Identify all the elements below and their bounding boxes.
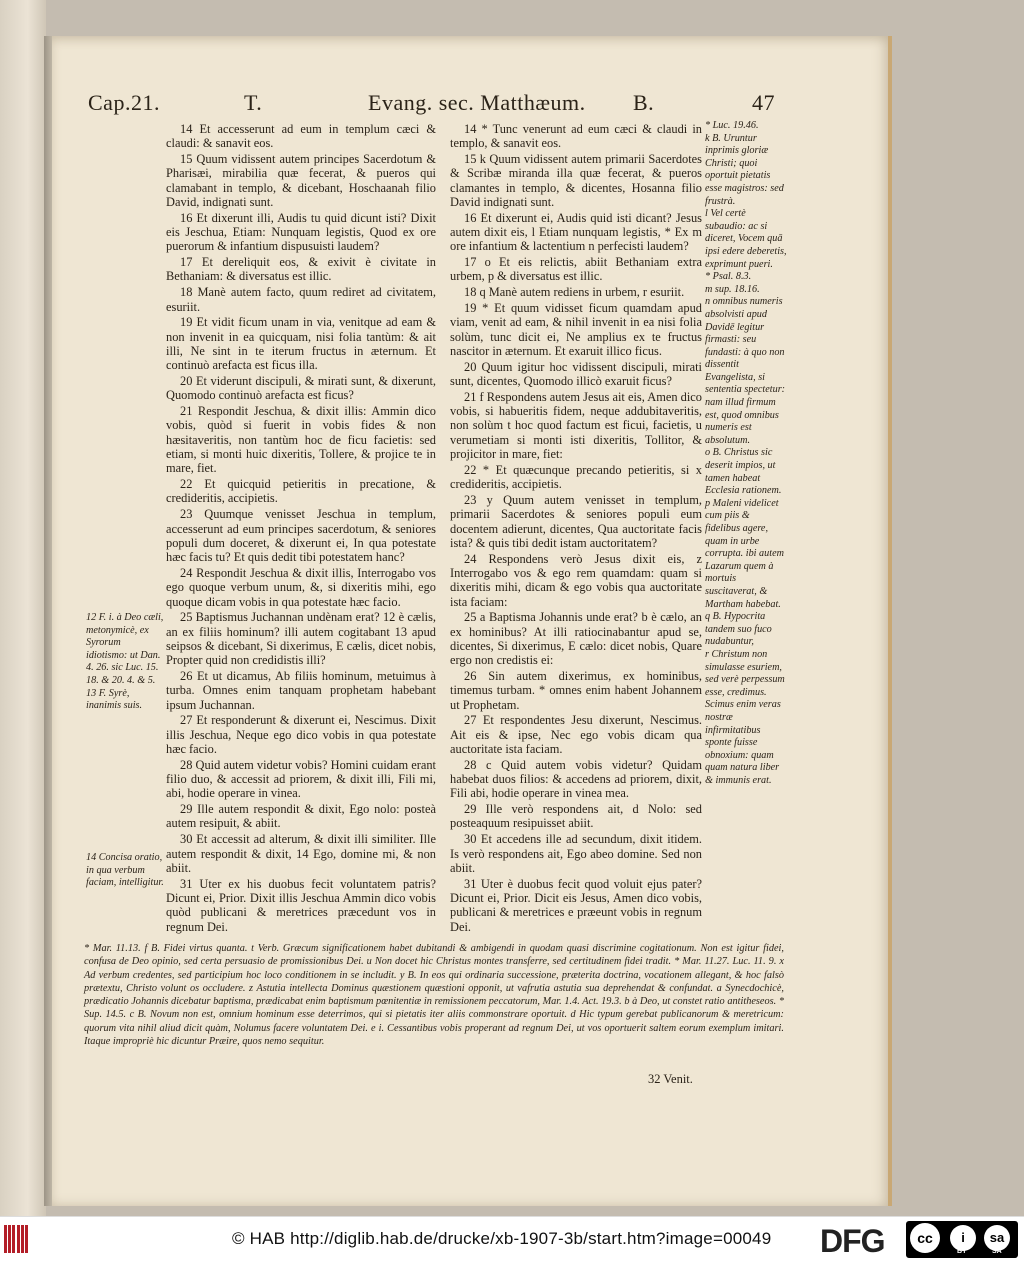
margin-note: p Maleni videlicet cum piis & fidelibus agere, quam in urbe corrupta. ibi autem Lazarum quem à mortuis suscitaverat, & Martham habebat. — [705, 497, 784, 610]
verse: 14 Et accesserunt ad eum in templum cæci & claudi: & sanavit eos. — [166, 122, 436, 151]
verse: 20 Et viderunt discipuli, & mirati sunt, & dixerunt, Quomodo continuò arefacta est ficus? — [166, 374, 436, 403]
by-label: BY — [957, 1248, 967, 1255]
margin-note: 12 F. i. à Deo cæli, metonymicè, ex Syrorum idiotismo: ut Dan. 4. 26. sic Luc. 15. 18. & 20. 4. & 5. — [86, 612, 164, 686]
verse: 29 Ille verò respondens ait, d Nolo: sed posteaquum resipuisset abiit. — [450, 802, 702, 831]
margin-note: q B. Hypocrita tandem suo fuco nudabuntur, — [705, 611, 772, 648]
verse: 15 k Quum vidissent autem primarii Sacerdotes & Scribæ miranda illa quæ fecerat, & pueros clamantes in templo, & dicentes, Hosanna filio David indignati sunt. — [450, 152, 702, 209]
footnotes: * Mar. 11.13. f B. Fidei virtus quanta. t Verb. Græcum significationem habet dubitandi & ambigendi in quodam quasi discrimine cogitationum. Non est igitur fidei, confusa de Deo opinio, sed certa persuasio de promissionibus Dei. u Non docet hic Christus montes transferre, sed certitudinem fidei tradit. * Mar. 11.27. Luc. 11. 9. x Ad verbum credentes, sed participium hoc loco conditionem in se includit. y B. In eos qui ordinaria successione, præterita doctrina, vocationem allegant, & hoc falsò prætextu, Christo volunt os occludere. z Astutia intellecta Dominus quæstionem quæstioni opponit, ut vafrutia astutia sua deprehendat & confundat. a Synecdochicè, prædicatio Johannis dicebatur baptisma, prædicabat enim baptismum pœnitentiæ in remissionem peccatorum, Mar. 1.4. Act. 19.3. b à Deo, ut constet ratio antitheseos. * Sup. 14.5. c B. Novum non est, omnium hominum esse deterrimos, qui si pietatis iter aliis commonstrare oportuit. d Hic typum gerebat publicanorum & meretricum: quorum vita nihil aliud dicit quàm, Nolumus facere voluntatem Dei. e i. Cessantibus vobis properant ad regnum Dei, ut vos oportuerit saltem eorum exemplum imitari. Itaque impropriè hic dicuntur Præire, quos nemo sequitur. — [84, 943, 784, 1048]
verse: 28 c Quid autem vobis videtur? Quidam habebat duos filios: & accedens ad priorem, dixit, Fili abi, hodie operare in vinea mea. — [450, 757, 702, 801]
attribution-icon: i — [950, 1225, 976, 1251]
footer-bar — [0, 1216, 1024, 1262]
verse: 25 Baptismus Juchannan undènam erat? 12 è cælis, an ex filiis hominum? illi autem cogitabant 13 apud seipsos & dicebant, Si dixerimus, E cælis, dicet nobis, Propter quid non credidistis illi? — [166, 610, 436, 668]
sa-label: SA — [992, 1248, 1002, 1255]
verse: 23 y Quum autem venisset in templum, primarii Sacerdotes & seniores populi eum docentem adierunt, dicentes, Qua auctoritate facis ista? & quis tibi dedit istam auctoritatem? — [450, 492, 702, 550]
cc-license-badge[interactable] — [906, 1221, 1018, 1258]
previous-page-edge — [0, 0, 46, 1216]
verse: 31 Uter ex his duobus fecit voluntatem patris? Dicunt ei, Prior. Dixit illis Jeschua Ammin dico vobis quòd publicani & meretrices præcedunt vos in regnum Dei. — [166, 876, 436, 934]
margin-note: 14 Concisa oratio, in qua verbum faciam, intelligitur. — [86, 852, 164, 889]
verse: 16 Et dixerunt illi, Audis tu quid dicunt isti? Dixit eis Jeschua, Etiam: Nunquam legistis, Quod ex ore puerorum & infantium dispusuisti laudem? — [166, 210, 436, 254]
hab-logo-icon[interactable] — [4, 1225, 38, 1255]
verse: 19 * Et quum vidisset ficum quamdam apud viam, venit ad eam, & nihil invenit in ea nisi folia solùm, tunc dicit ei, Ne amplius ex te fructus nascitor in æternum. Et exaruit illico ficus. — [450, 301, 702, 358]
copyright-link[interactable]: © HAB http://diglib.hab.de/drucke/xb-1907-3b/start.htm?image=00049 — [232, 1229, 772, 1248]
page-edge — [888, 36, 892, 1206]
verse: 25 a Baptisma Johannis unde erat? b è cælo, an ex hominibus? At illi ratiocinabantur apud se, dicentes, Si dixerimus, E cælo: dicet nobis, Quare ergo non credistis ei: — [450, 610, 702, 668]
verse: 21 Respondit Jeschua, & dixit illis: Ammin dico vobis, quòd si fuerit in vobis fides & non hæsitaveritis, non tantùm hoc de ficu facietis: sed etiam, si monti huic dixeritis, Tollere, & projice te in mare, fiet. — [166, 404, 436, 476]
verse: 24 Respondit Jeschua & dixit illis, Interrogabo vos ego quoque verbum unum, &, si dixeritis mihi, ego quoque dicam vobis in qua potestate hæc facio. — [166, 565, 436, 609]
verse: 17 o Et eis relictis, abiit Bethaniam extra urbem, p & diversatus est illic. — [450, 255, 702, 284]
verse: 26 Et ut dicamus, Ab filiis hominum, metuimus à turba. Omnes enim tanquam prophetam habebant ipsum Juchannan. — [166, 668, 436, 712]
right-text-column — [450, 122, 702, 935]
margin-note: n omnibus numeris absolvisti apud Davidē legitur firmasti: seu fundasti: à quo non dissentit Evangelista, si sententia spectetur: nam illud firmum est, quod omnibus numeris est absolutum. — [705, 296, 786, 446]
catchword: 32 Venit. — [648, 1072, 693, 1086]
verse: 27 Et respondentes Jesu dixerunt, Nescimus. Ait eis & ipse, Nec ego vobis dicam qua auctoritate ista faciam. — [450, 713, 702, 756]
share-alike-icon: sa — [984, 1225, 1010, 1251]
verse: 14 * Tunc venerunt ad eum cæci & claudi in templo, & sanavit eos. — [450, 122, 702, 151]
dfg-logo[interactable]: DFG — [820, 1223, 885, 1259]
left-text-column — [166, 122, 436, 935]
verse: 22 Et quicquid petieritis in precatione, & credideritis, accipietis. — [166, 477, 436, 506]
verse: 16 Et dixerunt ei, Audis quid isti dicant? Jesus autem dixit eis, l Etiam nunquam legistis, * Ex m ore infantium & lactentium n perfecisti laudem? — [450, 210, 702, 254]
verse: 20 Quum igitur hoc vidissent discipuli, mirati sunt, dicentes, Quomodo illicò exaruit ficus? — [450, 359, 702, 389]
running-head-chapter: Cap.21. — [88, 90, 160, 115]
running-head-letter-t: T. — [244, 90, 263, 115]
verse: 22 * Et quæcunque precando petieritis, si x credideritis, accipietis. — [450, 462, 702, 492]
verse: 30 Et accessit ad alterum, & dixit illi similiter. Ille autem respondit & dixit, 14 Ego, domine mi, & non abiit. — [166, 832, 436, 875]
margin-note: 13 F. Syrè, inanimis suis. — [86, 687, 143, 712]
verse: 17 Et dereliquit eos, & exivit è civitate in Bethaniam: & diversatus est illic. — [166, 255, 436, 284]
verse: 29 Ille autem respondit & dixit, Ego nolo: posteà autem resipuit, & abiit. — [166, 802, 436, 831]
verse: 24 Respondens verò Jesus dixit eis, z Interrogabo vos & ego rem quamdam: quam si dixeritis mihi, dicam & ego vobis qua auctoritate ista faciam: — [450, 551, 702, 609]
margin-note: r Christum non simulasse esuriem, sed verè perpessum esse, credimus. Scimus enim veras nostræ infirmitatibus sponte fuisse obnoxium: quam quam natura liber & immunis erat. — [705, 648, 785, 786]
verse: 18 q Manè autem rediens in urbem, r esuriit. — [464, 285, 685, 300]
verse: 15 Quum vidissent autem principes Sacerdotum & Pharisæi, mirabilia quæ fecerat, & pueros qui clamabant in templo, & dicebant, Hoschaanah filio David, indignati sunt. — [166, 152, 436, 209]
page-number: 47 — [752, 90, 775, 115]
margin-note: o B. Christus sic deserit impios, ut tamen habeat Ecclesia rationem. — [705, 447, 782, 497]
verse: 27 Et responderunt & dixerunt ei, Nescimus. Dixit illis Jeschua, Neque ego dico vobis in qua potestate hæc facio. — [166, 713, 436, 756]
margin-note: * Psal. 8.3. — [705, 271, 752, 283]
verse: 28 Quid autem videtur vobis? Homini cuidam erant filio duo, & accessit ad priorem, & dixit illi, Fili mi, abi, hodie operare in vinea. — [166, 757, 436, 801]
verse: 19 Et vidit ficum unam in via, venitque ad eam & non invenit in ea quicquam, nisi folia tantùm: & ait illi, Ne sint in te iterum fructus in æternum. Et continuò arefacta est ficus illa. — [166, 315, 436, 373]
margin-note: l Vel certè subaudio: ac si diceret, Vocem quā ipsi edere deberetis, exprimunt pueri. — [705, 208, 787, 270]
verse: 26 Sin autem dixerimus, ex hominibus, timemus turbam. * omnes enim habent Johannem ut Prophetam. — [450, 668, 702, 712]
left-margin-notes — [86, 612, 164, 713]
verse: 21 f Respondens autem Jesus ait eis, Amen dico vobis, si habueritis fidem, neque addubitaveritis, non solùm t hoc quod factum est ficui, facietis, u verumetiam si monti isti dixeritis, Tollitor, & projicitor in mare, fiet: — [450, 389, 702, 462]
left-margin-notes — [86, 852, 164, 890]
margin-note: k B. Uruntur inprimis gloriæ Christi; quoi oportuit pietatis esse magistros: sed frustrà. — [705, 132, 784, 207]
running-head-letter-b: B. — [633, 90, 655, 115]
running-head-title: Evang. sec. Matthæum. — [368, 90, 586, 115]
verse: 31 Uter è duobus fecit quod voluit ejus pater? Dicunt ei, Prior. Dicit eis Jesus, Amen dico vobis, publicani & meretrices e præeunt vobis in regnum Dei. — [450, 876, 702, 934]
cc-icon: cc — [910, 1223, 940, 1253]
right-margin-notes — [705, 120, 787, 787]
verse: 18 Manè autem facto, quum rediret ad civitatem, esuriit. — [166, 285, 436, 314]
verse: 30 Et accedens ille ad secundum, dixit itidem. Is verò respondens ait, Ego abeo domine. Sed non abiit. — [450, 832, 702, 875]
margin-note: m sup. 18.16. — [705, 283, 760, 295]
margin-note: * Luc. 19.46. — [705, 120, 759, 131]
verse: 23 Quumque venisset Jeschua in templum, accesserunt ad eum principes sacerdotum, & seniores populi dum doceret, & dixerunt ei, In qua potestate hæc facis tu? Et quis dedit tibi potestatem hanc? — [166, 507, 436, 565]
